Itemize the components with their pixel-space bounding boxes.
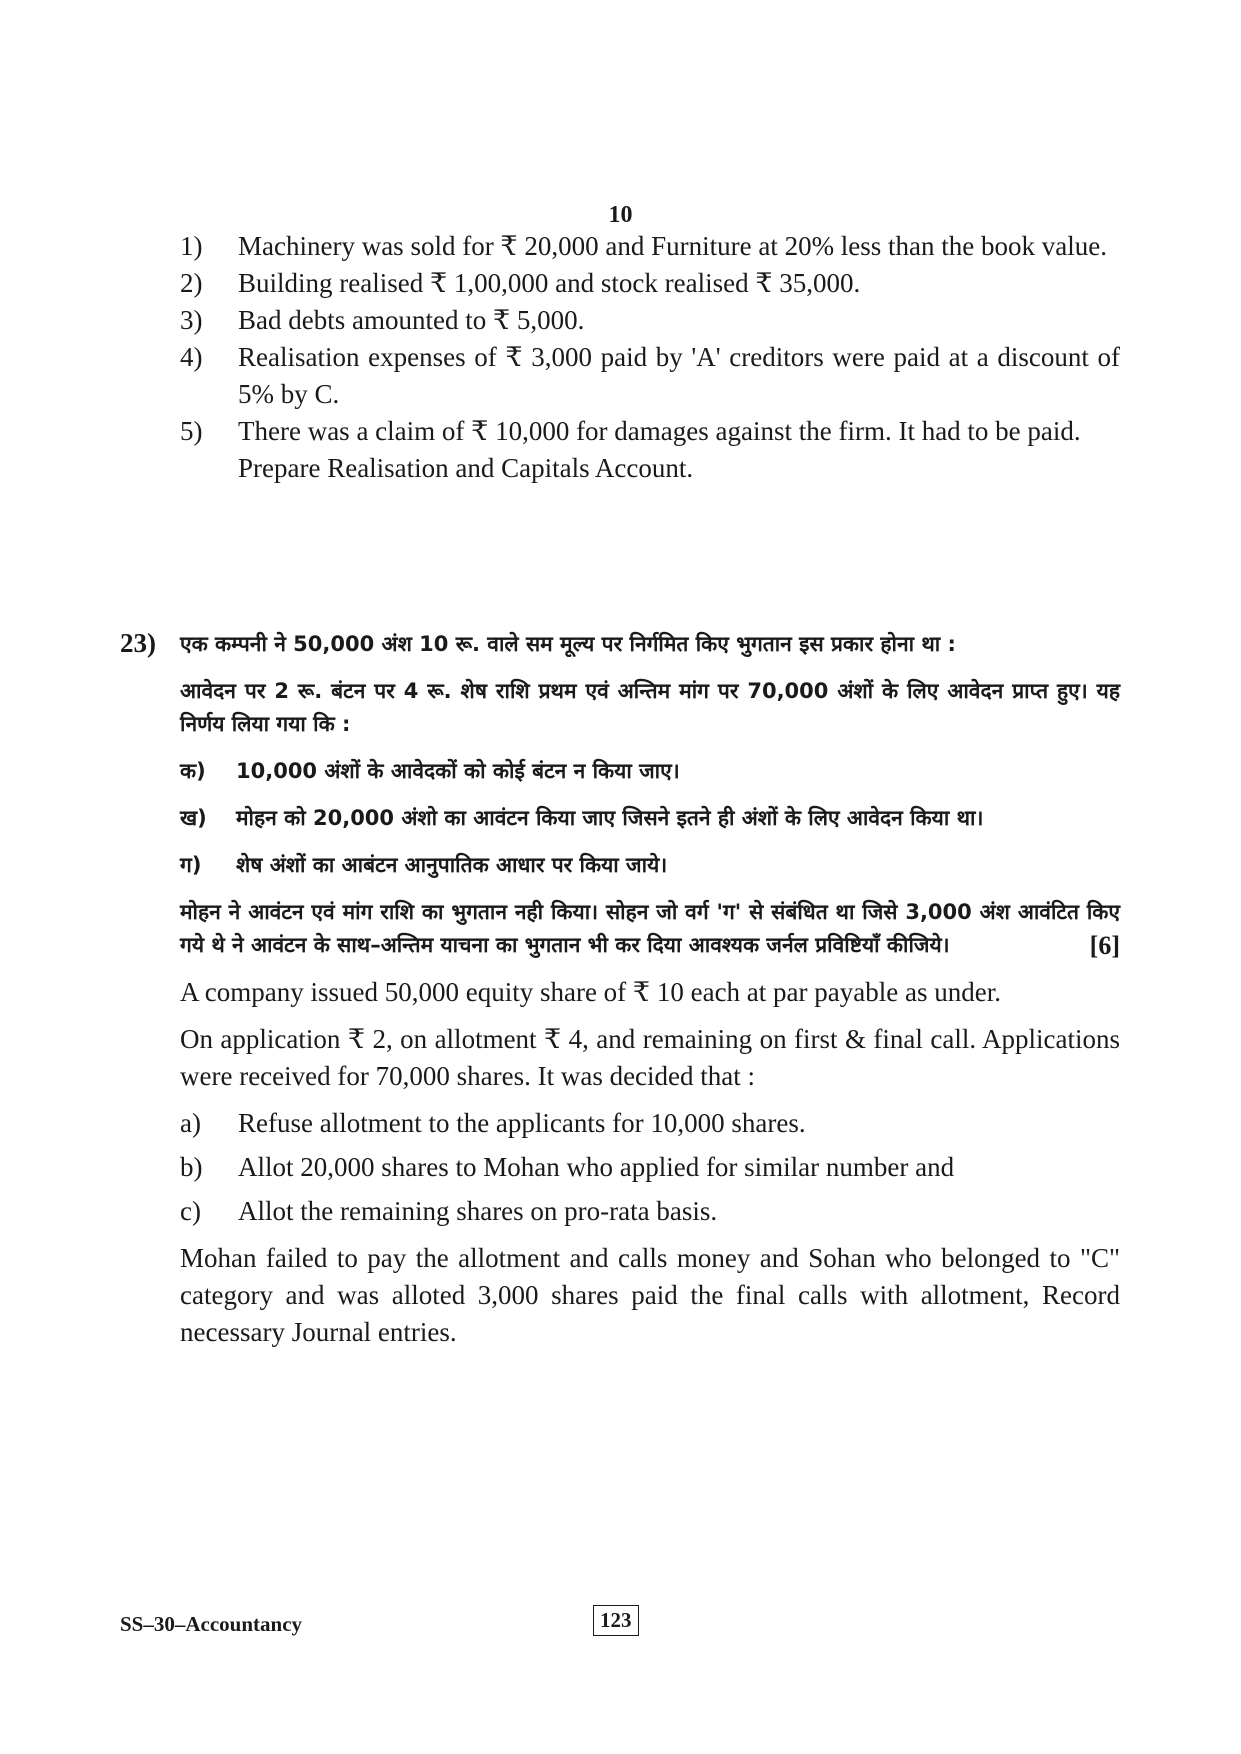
english-closing: Mohan failed to pay the allotment and calls money and Sohan who belonged to "C" category and was alloted 3,000 shares paid the final calls with allotment, Record necessary Journal entries. bbox=[180, 1243, 1120, 1347]
hindi-closing bbox=[180, 896, 1120, 962]
item-number: b) bbox=[180, 1152, 203, 1182]
item-number: 3) bbox=[180, 305, 203, 335]
list-item bbox=[180, 228, 1120, 265]
question-23 bbox=[120, 628, 1120, 1351]
item-number: 5) bbox=[180, 416, 203, 446]
prior-question-items bbox=[180, 228, 1120, 487]
item-number: 4) bbox=[180, 342, 203, 372]
marks-badge: [6] bbox=[1089, 931, 1120, 960]
item-number: ग) bbox=[180, 853, 202, 877]
item-number: ख) bbox=[180, 806, 207, 830]
question-number: 23) bbox=[120, 628, 156, 658]
item-number: a) bbox=[180, 1108, 201, 1138]
item-text: मोहन को 20,000 अंशो का आवंटन किया जाए जिसने इतने ही अंशों के लिए आवेदन किया था। bbox=[236, 806, 984, 830]
item-text: Machinery was sold for ₹ 20,000 and Furniture at 20% less than the book value. bbox=[238, 231, 1107, 261]
hindi-list-item bbox=[180, 849, 1120, 882]
footer-subject-code: SS–30–Accountancy bbox=[120, 1612, 303, 1636]
item-text: Building realised ₹ 1,00,000 and stock realised ₹ 35,000. bbox=[238, 268, 861, 298]
list-item bbox=[180, 265, 1120, 302]
english-list-item bbox=[180, 1149, 1120, 1186]
prior-instruction: Prepare Realisation and Capitals Account. bbox=[238, 453, 694, 483]
item-text: Bad debts amounted to ₹ 5,000. bbox=[238, 305, 585, 335]
english-list-item bbox=[180, 1193, 1120, 1230]
item-number: 1) bbox=[180, 231, 203, 261]
item-number: क) bbox=[180, 759, 206, 783]
hindi-closing-text: मोहन ने आवंटन एवं मांग राशि का भुगतान नही किया। सोहन जो वर्ग 'ग' से संबंधित था जिसे 3,000 अंश आवंटित किए गये थे ने आवंटन के साथ–अन्तिम याचना का भुगतान भी कर दिया आवश्यक जर्नल प्रविष्टियॉं कीजिये। bbox=[180, 900, 1120, 957]
item-text: There was a claim of ₹ 10,000 for damages against the firm. It had to be paid. bbox=[238, 416, 1081, 446]
hindi-paragraph: आवेदन पर 2 रू. बंटन पर 4 रू. शेष राशि प्रथम एवं अन्तिम मांग पर 70,000 अंशों के लिए आवेदन प्राप्त हुए। यह निर्णय लिया गया कि : bbox=[180, 679, 1120, 736]
hindi-list-item bbox=[180, 802, 1120, 835]
item-text: Allot 20,000 shares to Mohan who applied for similar number and bbox=[238, 1152, 955, 1182]
list-item bbox=[180, 339, 1120, 413]
item-text: 10,000 अंशों के आवेदकों को कोई बंटन न किया जाए। bbox=[236, 759, 680, 783]
english-intro: A company issued 50,000 equity share of ₹ 10 each at par payable as under. bbox=[180, 977, 1001, 1007]
hindi-list-item bbox=[180, 755, 1120, 788]
hindi-intro: एक कम्पनी ने 50,000 अंश 10 रू. वाले सम मूल्य पर निर्गमित किए भुगतान इस प्रकार होना था : bbox=[180, 632, 956, 656]
item-number: c) bbox=[180, 1196, 201, 1226]
english-paragraph: On application ₹ 2, on allotment ₹ 4, and remaining on first & final call. Applications were received for 70,000 shares. It was decided that : bbox=[180, 1024, 1120, 1091]
item-text: शेष अंशों का आबंटन आनुपातिक आधार पर किया जाये। bbox=[236, 853, 668, 877]
english-list-item bbox=[180, 1105, 1120, 1142]
list-item bbox=[180, 302, 1120, 339]
item-number: 2) bbox=[180, 268, 203, 298]
page-number-top: 10 bbox=[608, 202, 633, 228]
list-item bbox=[180, 413, 1120, 450]
footer-page-number: 123 bbox=[593, 1605, 639, 1636]
item-text: Allot the remaining shares on pro-rata basis. bbox=[238, 1196, 718, 1226]
item-text: Realisation expenses of ₹ 3,000 paid by 'A' creditors were paid at a discount of 5% by C. bbox=[238, 342, 1120, 409]
item-text: Refuse allotment to the applicants for 10,000 shares. bbox=[238, 1108, 806, 1138]
